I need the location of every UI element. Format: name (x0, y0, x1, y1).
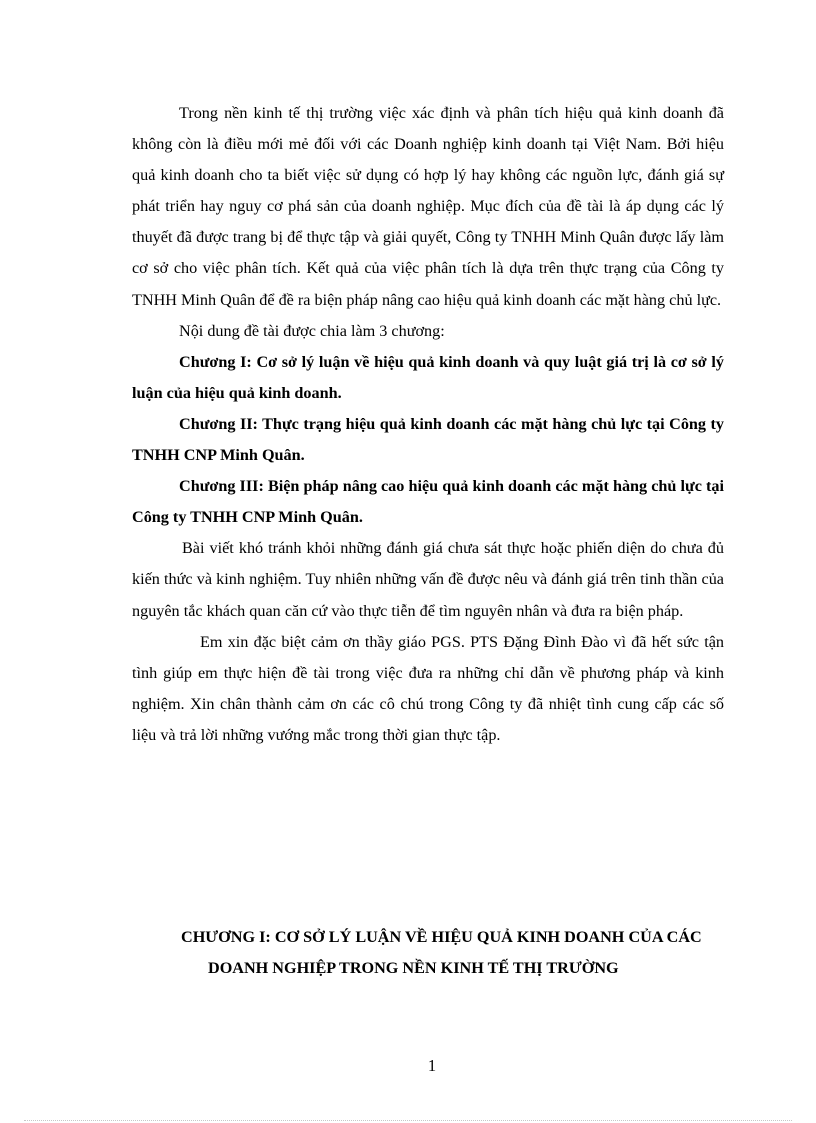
chapter-2-summary: Chương II: Thực trạng hiệu quả kinh doanh các mặt hàng chủ lực tại Công ty TNHH CNP Minh Quân. (132, 414, 724, 465)
chapter-1-summary: Chương I: Cơ sở lý luận về hiệu quả kinh doanh và quy luật giá trị là cơ sở lý luận của hiệu quả kinh doanh. (132, 352, 724, 402)
chapter-heading (132, 922, 724, 984)
acknowledgement-paragraph: Em xin đặc biệt cảm ơn thầy giáo PGS. PTS Đặng Đình Đào vì đã hết sức tận tình giúp em thực hiện đề tài trong việc đưa ra những chỉ dẫn về phương pháp và kinh nghiệm. Xin chân thành cảm ơn các cô chú trong Công ty đã nhiệt tình cung cấp các số liệu và trả lời những vướng mắc trong thời gian thực tập. (132, 632, 724, 744)
content-overview-paragraph: Nội dung đề tài được chia làm 3 chương: (179, 321, 445, 340)
intro-paragraph: Trong nền kinh tế thị trường việc xác định và phân tích hiệu quả kinh doanh đã không còn là điều mới mẻ đối với các Doanh nghiệp kinh doanh tại Việt Nam. Bởi hiệu quả kinh doanh cho ta biết việc sử dụng có hợp lý hay không các nguồn lực, đánh giá sự phát triển hay nguy cơ phá sản của doanh nghiệp. Mục đích của đề tài là áp dụng các lý thuyết đã được trang bị để thực tập và giải quyết, Công ty TNHH Minh Quân được lấy làm cơ sở cho việc phân tích. Kết quả của việc phân tích là dựa trên thực trạng của Công ty TNHH Minh Quân để đề ra biện pháp nâng cao hiệu quả kinh doanh các mặt hàng chủ lực. (132, 104, 724, 309)
chapter-heading-line-2: DOANH NGHIỆP TRONG NỀN KINH TẾ THỊ TRƯỜNG (208, 959, 619, 977)
chapter-heading-line-1: CHƯƠNG I: CƠ SỞ LÝ LUẬN VỀ HIỆU QUẢ KINH DOANH CỦA CÁC (181, 928, 702, 946)
limitations-paragraph: Bài viết khó tránh khỏi những đánh giá chưa sát thực hoặc phiến diện do chưa đủ kiến thức và kinh nghiệm. Tuy nhiên những vấn đề được nêu và đánh giá trên tinh thần của nguyên tắc khách quan căn cứ vào thực tiễn để tìm nguyên nhân và đưa ra biện pháp. (132, 539, 724, 620)
body-text (132, 98, 724, 751)
chapter-3-summary: Chương III: Biện pháp nâng cao hiệu quả kinh doanh các mặt hàng chủ lực tại Công ty TNHH CNP Minh Quân. (132, 477, 724, 527)
page-number: 1 (427, 1056, 437, 1075)
page-bottom-divider (24, 1120, 792, 1121)
